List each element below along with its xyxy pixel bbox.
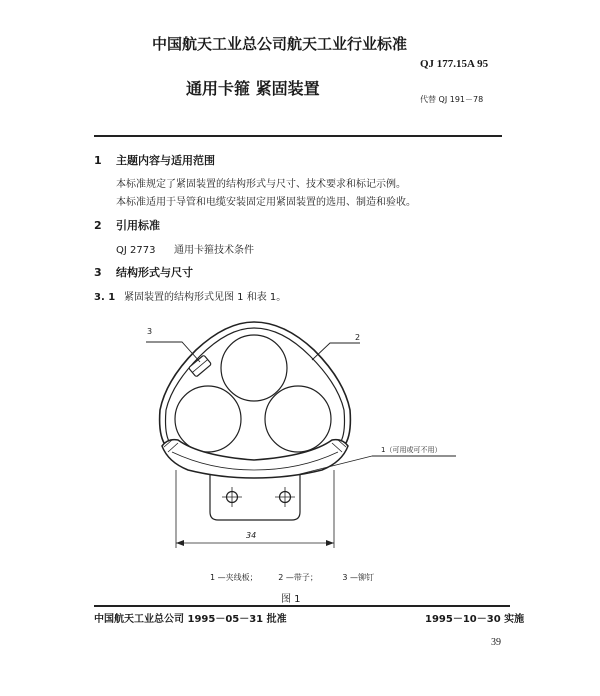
- effective-date: 1995－10－30 实施: [425, 614, 525, 625]
- section-1-paragraph-2: 本标准适用于导管和电缆安装固定用紧固装置的选用、制造和验收。: [116, 197, 416, 208]
- cable-top: [221, 335, 287, 401]
- section-2-number: 2: [94, 219, 102, 232]
- section-1-title: 主题内容与适用范围: [116, 154, 215, 167]
- section-1-number: 1: [94, 154, 102, 167]
- document-title: 通用卡箍 紧固装置: [186, 79, 320, 98]
- reference-name: 通用卡箍技术条件: [174, 245, 254, 256]
- figure-legend: [210, 572, 374, 583]
- issuer-approval: 中国航天工业总公司 1995－05－31 批准: [94, 614, 287, 625]
- callout-3: 3: [147, 327, 153, 336]
- section-3-number: 3: [94, 266, 102, 279]
- standard-number: QJ 177.15A 95: [420, 58, 489, 70]
- callout-2: 2: [355, 333, 361, 342]
- legend-item-1: 1 —夹线板；: [210, 573, 258, 582]
- legend-item-3: 3 —铆钉: [342, 573, 375, 582]
- footer-divider: [94, 605, 510, 607]
- replaces-note: 代替 QJ 191－78: [420, 95, 484, 104]
- cable-bottom-left: [175, 386, 241, 452]
- strap-inner: [166, 328, 345, 443]
- leader-2: [312, 343, 360, 360]
- rivet: [188, 355, 211, 377]
- section-3-title: 结构形式与尺寸: [116, 266, 193, 279]
- callout-1: 1（可用或可不用）: [381, 446, 442, 454]
- section-2-title: 引用标准: [116, 219, 160, 232]
- figure-caption: 图 1: [281, 594, 301, 605]
- dimension-label: 34: [246, 531, 257, 540]
- clause-3-1-number: 3. 1: [94, 292, 116, 303]
- strap-outer: [160, 322, 351, 446]
- legend-item-2: 2 —带子；: [278, 573, 318, 582]
- section-1-paragraph-1: 本标准规定了紧固装置的结构形式与尺寸、技术要求和标记示例。: [116, 179, 406, 190]
- org-title: 中国航天工业总公司航天工业行业标准: [152, 35, 408, 53]
- clamp-plate-body: [162, 440, 348, 478]
- reference-code: QJ 2773: [116, 245, 156, 256]
- leader-3: [146, 342, 200, 362]
- page-number: 39: [491, 637, 501, 648]
- cable-bottom-right: [265, 386, 331, 452]
- clause-3-1-text: 紧固装置的结构形式见图 1 和表 1。: [124, 292, 287, 303]
